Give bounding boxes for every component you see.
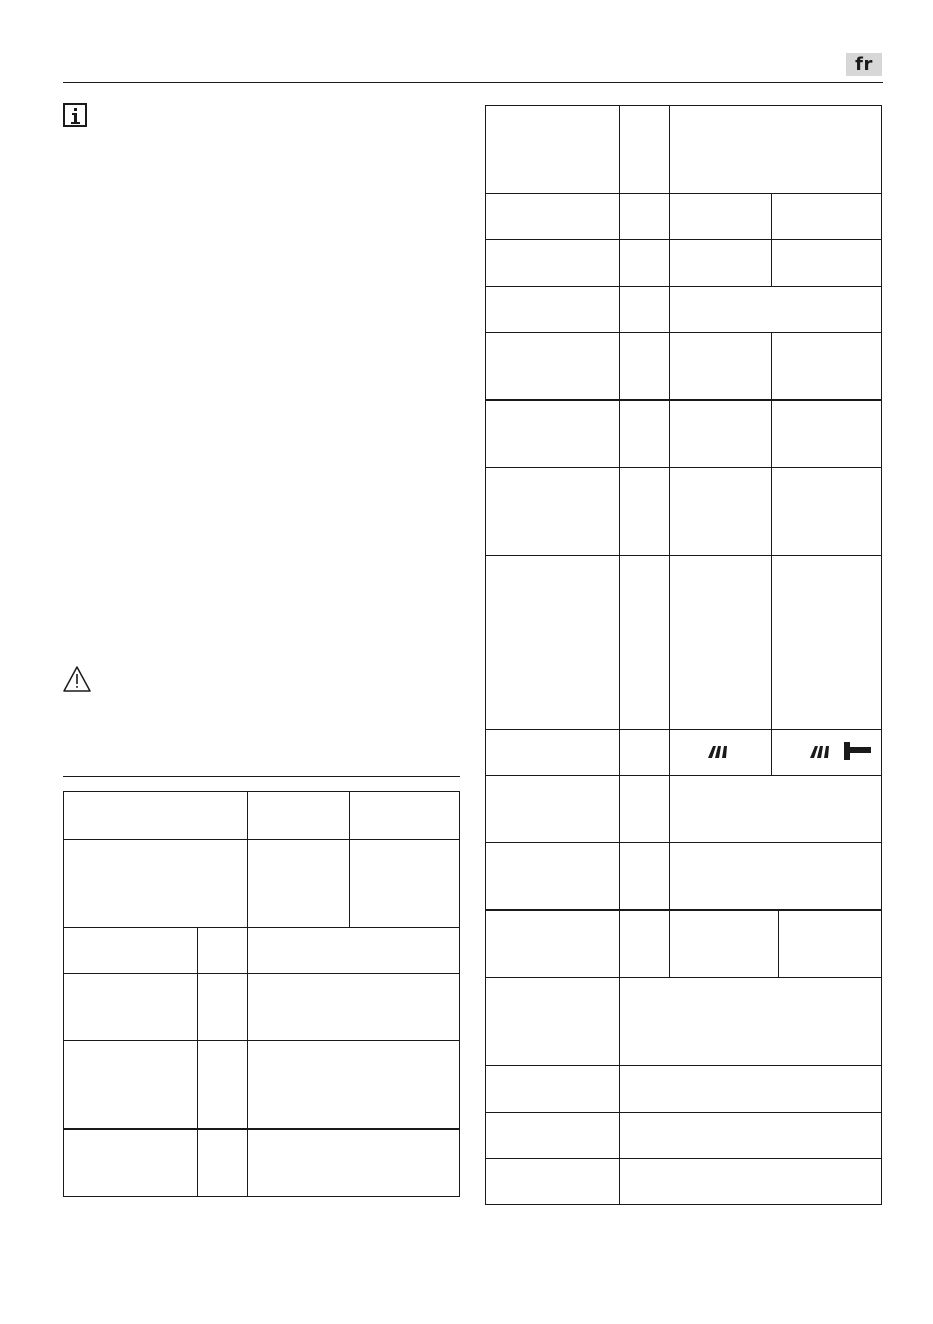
left-spec-table: [63, 791, 460, 1197]
table-row-divider: [486, 1065, 881, 1066]
table-col-divider: [247, 927, 248, 1196]
table-row-divider: [64, 839, 459, 840]
header-rule: [63, 82, 883, 83]
table-col-divider: [771, 332, 772, 775]
table-row-divider: [486, 555, 881, 556]
table-row-divider: [486, 842, 881, 843]
table-col-divider: [771, 193, 772, 286]
table-row-divider: [486, 775, 881, 776]
table-col-divider: [247, 792, 248, 927]
table-col-divider: [619, 106, 620, 1204]
table-row-divider: [486, 467, 881, 468]
drill-bit-icon: [707, 745, 731, 759]
table-row-divider: [486, 1112, 881, 1113]
drill-bit-icon: [809, 745, 833, 759]
info-icon: [63, 103, 87, 127]
table-row-divider: [486, 909, 881, 911]
table-row-divider: [486, 977, 881, 978]
table-col-divider: [349, 792, 350, 927]
right-spec-table: [485, 105, 882, 1205]
table-row-divider: [486, 286, 881, 287]
warning-triangle-icon: [62, 665, 92, 693]
table-row-divider: [64, 1128, 459, 1130]
table-row-divider: [64, 1040, 459, 1041]
table-row-divider: [64, 927, 459, 928]
table-col-divider: [197, 927, 198, 1196]
table-row-divider: [486, 239, 881, 240]
table-col-divider: [669, 106, 670, 977]
table-row-divider: [64, 973, 459, 974]
table-row-divider: [486, 729, 881, 730]
table-row-divider: [486, 1158, 881, 1159]
section-rule: [63, 776, 460, 777]
table-row-divider: [486, 399, 881, 401]
table-row-divider: [486, 193, 881, 194]
hammer-icon: [843, 742, 871, 760]
table-row-divider: [486, 332, 881, 333]
language-badge: fr: [846, 53, 882, 76]
table-col-divider: [778, 909, 779, 977]
